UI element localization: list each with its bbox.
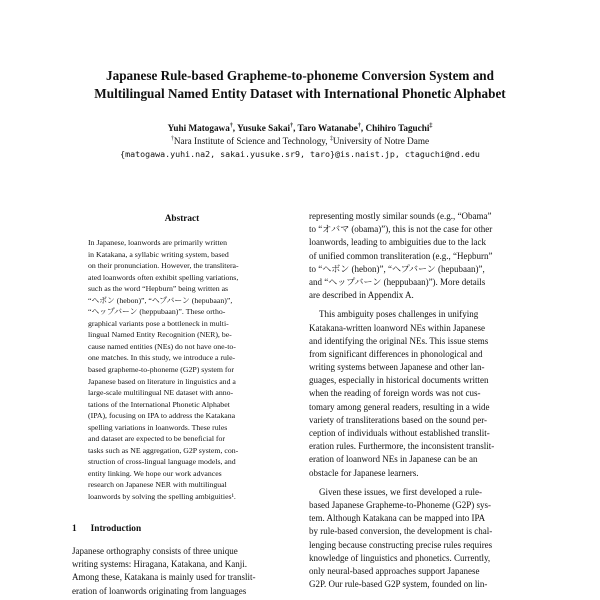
- paragraph-line: variety of transliterations based on the sound per-: [309, 414, 488, 425]
- abstract-line: “ヘップバーン (heppubaan)”. These ortho-: [88, 307, 226, 317]
- abstract-body: [88, 237, 276, 503]
- paragraph-line: from significant differences in phonological and: [309, 348, 483, 359]
- paragraph-line: Given these issues, we first developed a rule-: [319, 486, 482, 497]
- section-heading-introduction: [72, 523, 141, 535]
- section-title: Introduction: [90, 524, 142, 534]
- paragraph-line: eration of loanwords originating from languages: [72, 585, 247, 596]
- author-separator: ,: [232, 123, 238, 133]
- affiliation-name: Nara Institute of Science and Technology,: [173, 136, 330, 146]
- abstract-line: lingual Named Entity Recognition (NER), be-: [88, 330, 232, 340]
- paragraph-line: representing mostly similar sounds (e.g., “Obama”: [309, 211, 492, 221]
- abstract-line: struction of cross-lingual language models, and: [88, 457, 236, 467]
- paragraph-line: Katakana-written loanword NEs within Japanese: [309, 322, 485, 333]
- affiliation-mark: †: [170, 135, 174, 142]
- paragraph-line: only neural-based approaches support Japanese: [309, 565, 480, 576]
- paragraph-line: This ambiguity poses challenges in unifying: [319, 309, 479, 320]
- abstract-line: Japanese based on literature in linguistics and a: [88, 376, 236, 386]
- abstract-line: graphical variants pose a bottleneck in multi-: [88, 318, 229, 328]
- abstract-line: spelling variations in loanwords. These rules: [88, 422, 228, 432]
- abstract-line: (IPA), focusing on IPA to address the Katakana: [88, 411, 236, 421]
- abstract-line: tasks such as NE aggregation, G2P system, con-: [88, 445, 239, 455]
- author-name: Chihiro Taguchi: [365, 123, 430, 133]
- paragraph-line: based Japanese Grapheme-to-Phoneme (G2P) sys-: [309, 499, 491, 510]
- paragraph-line: obstacle for Japanese learners.: [309, 467, 419, 478]
- abstract-line: “ヘボン (hebon)”, “ヘプバーン (hepubaan)”,: [88, 295, 233, 305]
- paragraph-line: are described in Appendix A.: [309, 290, 414, 301]
- paragraph-line: lenging because constructing precise rules requires: [309, 539, 493, 550]
- paragraph-line: writing systems: Hiragana, Katakana, and Kanji.: [72, 559, 247, 570]
- abstract-line: on their pronunciation. However, the translitera-: [88, 261, 239, 271]
- abstract-line: based grapheme-to-phoneme (G2P) system for: [88, 365, 234, 375]
- affiliation-mark: †: [290, 122, 294, 129]
- abstract-line: entity linking. We hope our work advances: [88, 468, 222, 478]
- author-name: Yusuke Sakai: [237, 123, 291, 133]
- paragraph-line: and “ヘップバーン (heppubaan)”). More details: [309, 276, 486, 287]
- affiliation-name: University of Notre Dame: [332, 136, 430, 146]
- affiliation-mark: †: [229, 122, 233, 129]
- section-number: 1: [72, 524, 77, 534]
- paragraph-line: writing systems between Japanese and other lan-: [309, 362, 485, 373]
- abstract-heading: Abstract: [164, 214, 200, 224]
- author-separator: ,: [293, 123, 298, 133]
- introduction-body: [72, 545, 292, 598]
- abstract-line: such as the word “Hepburn” being written as: [88, 284, 229, 294]
- abstract-line: In Japanese, loanwords are primarily written: [88, 238, 227, 247]
- author-list: [40, 122, 560, 134]
- abstract-line: large-scale multilingual NE dataset with anno-: [88, 388, 234, 398]
- paragraph-line: to “オバマ (obama)”), this is not the case for other: [309, 224, 493, 235]
- title-line: Japanese Rule-based Grapheme-to-phoneme Conversion System and: [106, 68, 494, 83]
- author-separator: ,: [360, 123, 366, 133]
- paragraph-line: tomary among general readers, resulting in a wide: [309, 401, 490, 412]
- paragraph-line: Among these, Katakana is mainly used for translit-: [72, 572, 256, 583]
- abstract-line: ated loanwords often exhibit spelling variations,: [88, 272, 239, 282]
- paragraph-line: ception of individuals without established translit-: [309, 428, 490, 438]
- title-line: Multilingual Named Entity Dataset with International Phonetic Alphabet: [94, 86, 506, 101]
- paragraph-line: to “ヘボン (hebon)”, “ヘプバーン (hepubaan)”,: [309, 263, 485, 274]
- paragraph-line: Japanese orthography consists of three unique: [72, 546, 238, 556]
- abstract-line: one matches. In this study, we introduce a rule-: [88, 353, 236, 363]
- abstract-line: research on Japanese NER with multilingual: [88, 480, 227, 490]
- paragraph-line: knowledge of linguistics and phonetics. Currently,: [309, 552, 491, 563]
- abstract-line: and dataset are expected to be beneficial for: [88, 434, 226, 444]
- paragraph-line: of unified common transliteration (e.g., “Hepburn”: [309, 250, 493, 261]
- paragraph-line: G2P. Our rule-based G2P system, founded on lin-: [309, 579, 488, 590]
- affiliation-mark: ‡: [429, 122, 433, 129]
- affiliations: [40, 135, 560, 147]
- paragraph-line: guages, especially in historical documents written: [309, 375, 489, 386]
- abstract-line: tations of the International Phonetic Alphabet: [88, 399, 230, 409]
- paragraph-line: tem. Although Katakana can be mapped into IPA: [309, 513, 486, 524]
- paragraph-line: eration of loanword NEs in Japanese can be an: [309, 454, 478, 465]
- paragraph-line: by rule-based conversion, the development is chal-: [309, 526, 493, 537]
- affiliation-mark: ‡: [329, 135, 333, 142]
- paragraph-line: and identifying the original NEs. This issue stems: [309, 335, 489, 346]
- author-name: Taro Watanabe: [297, 123, 358, 133]
- paragraph-line: eration rules. Furthermore, the inconsistent translit-: [309, 441, 495, 452]
- paragraph-line: loanwords, leading to ambiguities due to the lack: [309, 237, 486, 248]
- author-emails: {matogawa.yuhi.na2, sakai.yusuke.sr9, taro}@is.naist.jp, ctaguchi@nd.edu: [120, 149, 480, 159]
- right-column-body: [309, 210, 531, 591]
- paper-title: [40, 67, 560, 103]
- abstract-line: cause named entities (NEs) do not have one-to-: [88, 341, 236, 351]
- paragraph-line: when the reading of foreign words was not cus-: [309, 388, 481, 399]
- abstract-line: loanwords by solving the spelling ambiguities¹.: [88, 492, 236, 502]
- abstract-line: in Katakana, a syllabic writing system, based: [88, 249, 229, 259]
- affiliation-mark: †: [357, 122, 361, 129]
- author-name: Yuhi Matogawa: [167, 123, 230, 133]
